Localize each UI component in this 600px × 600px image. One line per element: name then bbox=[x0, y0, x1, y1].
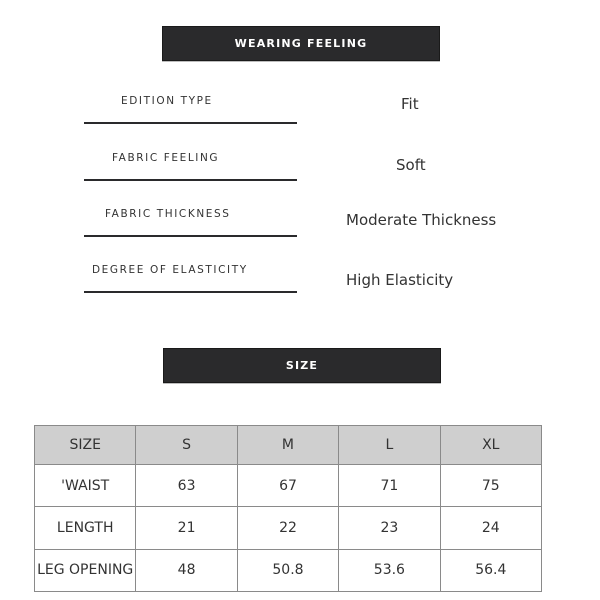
table-cell: 24 bbox=[440, 507, 541, 549]
table-row bbox=[35, 549, 542, 591]
header-cell-size: SIZE bbox=[35, 426, 136, 465]
wearing-feeling-title: WEARING FEELING bbox=[234, 37, 368, 50]
table-cell: 71 bbox=[339, 465, 440, 507]
table-cell: 63 bbox=[136, 465, 237, 507]
row-label-length: LENGTH bbox=[35, 507, 136, 549]
header-cell-s: S bbox=[136, 426, 237, 465]
attr-label-fabric-feeling bbox=[84, 152, 297, 181]
table-cell: 75 bbox=[440, 465, 541, 507]
attr-label-text: EDITION TYPE bbox=[121, 95, 213, 107]
attr-label-fabric-thickness bbox=[84, 208, 297, 237]
table-cell: 56.4 bbox=[440, 549, 541, 591]
header-cell-m: M bbox=[237, 426, 338, 465]
table-cell: 67 bbox=[237, 465, 338, 507]
header-cell-l: L bbox=[339, 426, 440, 465]
table-cell: 50.8 bbox=[237, 549, 338, 591]
table-row bbox=[35, 465, 542, 507]
size-title: SIZE bbox=[285, 359, 319, 372]
table-header-row bbox=[35, 426, 542, 465]
row-label-waist: 'WAIST bbox=[35, 465, 136, 507]
attr-value-edition-type: Fit bbox=[401, 95, 419, 113]
table-cell: 53.6 bbox=[339, 549, 440, 591]
attr-value-fabric-feeling: Soft bbox=[396, 156, 426, 174]
table-cell: 23 bbox=[339, 507, 440, 549]
wearing-feeling-banner bbox=[162, 26, 440, 61]
attr-label-text: FABRIC FEELING bbox=[112, 152, 220, 164]
attr-label-edition-type bbox=[84, 95, 297, 124]
table-row bbox=[35, 507, 542, 549]
attr-label-text: FABRIC THICKNESS bbox=[105, 208, 231, 220]
header-cell-xl: XL bbox=[440, 426, 541, 465]
size-table bbox=[34, 425, 542, 592]
size-banner bbox=[163, 348, 441, 383]
attr-label-degree-of-elasticity bbox=[84, 264, 297, 293]
row-label-leg-opening: LEG OPENING bbox=[35, 549, 136, 591]
table-cell: 48 bbox=[136, 549, 237, 591]
table-cell: 21 bbox=[136, 507, 237, 549]
attr-value-degree-of-elasticity: High Elasticity bbox=[346, 271, 454, 289]
attr-label-text: DEGREE OF ELASTICITY bbox=[92, 264, 248, 276]
table-cell: 22 bbox=[237, 507, 338, 549]
attr-value-fabric-thickness: Moderate Thickness bbox=[346, 211, 497, 229]
